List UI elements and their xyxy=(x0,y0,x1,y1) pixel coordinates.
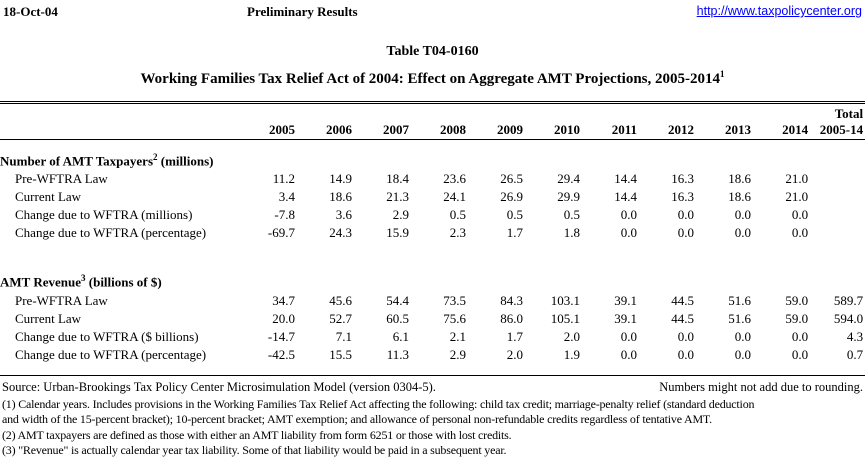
section-amt-taxpayers xyxy=(0,140,865,243)
value-cell: 11.2 xyxy=(272,171,295,187)
rounding-note: Numbers might not add due to rounding. xyxy=(659,379,863,394)
total-cell xyxy=(810,224,865,242)
value-cell: 0.0 xyxy=(620,225,637,241)
value-cell: 2.9 xyxy=(449,346,466,362)
footnote-line: (1) Calendar years. Includes provisions in the Working Families Tax Relief Act affecting the following: child tax credit; marriage-penalty relief (standard deduction xyxy=(2,396,755,411)
value-cell: 86.0 xyxy=(500,310,523,326)
value-cell: 16.3 xyxy=(671,189,694,205)
year-header: 2009 xyxy=(468,121,525,140)
value-cell: 6.1 xyxy=(392,328,409,344)
value-cell: 84.3 xyxy=(500,292,523,308)
value-cell: 103.1 xyxy=(550,292,580,308)
value-cell: 2.0 xyxy=(563,328,580,344)
year-header: 2010 xyxy=(525,121,582,140)
page-title xyxy=(0,69,865,88)
row-label: Pre-WFTRA Law xyxy=(15,292,108,308)
value-cell: 29.9 xyxy=(557,189,580,205)
value-cell: 59.0 xyxy=(785,292,809,308)
value-cell: 2.9 xyxy=(392,207,409,223)
source-text: Source: Urban-Brookings Tax Policy Center Microsimulation Model (version 0304-5). xyxy=(2,379,436,394)
value-cell: 39.1 xyxy=(614,310,637,326)
footnote-line: and width of the 15-percent bracket); 10-percent bracket; AMT exemption; and allowance of personal non-refundable credits regardless of tentative AMT. xyxy=(2,412,712,427)
value-cell: 34.7 xyxy=(272,292,295,308)
value-cell: 0.0 xyxy=(677,207,694,223)
value-cell: 44.5 xyxy=(671,292,694,308)
empty-cell xyxy=(0,242,865,261)
section-heading-row xyxy=(0,261,865,291)
value-cell: 15.9 xyxy=(386,225,409,241)
value-cell: 24.1 xyxy=(443,189,466,205)
row-label: Change due to WFTRA ($ billions) xyxy=(15,328,199,344)
total-cell xyxy=(810,170,865,188)
value-cell: 0.0 xyxy=(677,225,694,241)
value-cell: 73.5 xyxy=(443,292,466,308)
empty-cell xyxy=(0,121,240,140)
value-cell: 20.0 xyxy=(272,310,295,326)
value-cell: 14.4 xyxy=(614,189,637,205)
title-footnote-marker: 1 xyxy=(720,69,725,79)
value-cell: 0.0 xyxy=(677,346,694,362)
value-cell: 18.6 xyxy=(728,171,751,187)
value-cell: 3.4 xyxy=(278,189,295,205)
value-cell: 15.5 xyxy=(329,346,352,362)
value-cell: 44.5 xyxy=(671,310,694,326)
value-cell: 0.0 xyxy=(620,207,637,223)
table-number: Table T04-0160 xyxy=(386,44,479,59)
section-spacer xyxy=(0,242,865,261)
year-header: 2013 xyxy=(696,121,753,140)
value-cell: 26.5 xyxy=(500,171,523,187)
value-cell: 16.3 xyxy=(671,171,694,187)
value-cell: 26.9 xyxy=(500,189,523,205)
page-header xyxy=(0,0,865,28)
value-cell: 24.3 xyxy=(329,225,352,241)
footnote-marker: 3 xyxy=(81,273,86,284)
total-header-row xyxy=(0,103,865,122)
value-cell: 14.4 xyxy=(614,171,637,187)
year-header: 2014 xyxy=(753,121,810,140)
table-row xyxy=(0,292,865,310)
value-cell: 18.6 xyxy=(329,189,352,205)
section-heading xyxy=(0,261,865,291)
table-row xyxy=(0,310,865,328)
table-row xyxy=(0,206,865,224)
row-label: Current Law xyxy=(15,310,82,326)
value-cell: 0.0 xyxy=(734,346,751,362)
value-cell: 0.5 xyxy=(563,207,580,223)
year-header: 2007 xyxy=(354,121,411,140)
total-header: Total xyxy=(834,106,864,121)
value-cell: 0.5 xyxy=(449,207,466,223)
total-cell: 589.7 xyxy=(833,292,864,308)
amt-projections-table xyxy=(0,101,865,376)
value-cell: 0.0 xyxy=(791,346,809,362)
empty-cell xyxy=(0,103,240,122)
value-cell: 0.0 xyxy=(734,225,751,241)
section-heading-suffix: (millions) xyxy=(157,153,214,169)
spacer-row xyxy=(0,242,865,261)
date-label: 18-Oct-04 xyxy=(3,4,58,19)
section-heading-suffix: (billions of $) xyxy=(85,274,162,290)
value-cell: 1.9 xyxy=(563,346,580,362)
value-cell: 0.0 xyxy=(791,225,809,241)
value-cell: -14.7 xyxy=(267,328,295,344)
value-cell: 0.5 xyxy=(506,207,523,223)
value-cell: -7.8 xyxy=(274,207,295,223)
value-cell: 14.9 xyxy=(329,171,352,187)
row-label: Change due to WFTRA (percentage) xyxy=(15,225,207,241)
value-cell: 18.4 xyxy=(386,171,409,187)
footnote-line: (3) "Revenue" is actually calendar year tax liability. Some of that liability would be paid in a subsequent year. xyxy=(2,443,507,458)
value-cell: 21.0 xyxy=(785,189,809,205)
value-cell: 1.7 xyxy=(506,328,523,344)
value-cell: 51.6 xyxy=(728,292,751,308)
table-row xyxy=(0,224,865,242)
value-cell: 39.1 xyxy=(614,292,637,308)
section-heading xyxy=(0,140,865,171)
value-cell: 7.1 xyxy=(335,328,352,344)
source-line xyxy=(0,380,865,395)
value-cell: 0.0 xyxy=(677,328,694,344)
value-cell: 2.0 xyxy=(506,346,523,362)
value-cell: 45.6 xyxy=(329,292,352,308)
value-cell: 60.5 xyxy=(386,310,409,326)
footnotes xyxy=(0,397,865,459)
value-cell: -69.7 xyxy=(267,225,295,241)
row-label: Current Law xyxy=(15,189,82,205)
value-cell: 1.8 xyxy=(563,225,580,241)
total-cell xyxy=(810,206,865,224)
total-cell xyxy=(810,188,865,206)
value-cell: 2.1 xyxy=(449,328,466,344)
footnote-marker: 2 xyxy=(153,152,158,162)
value-cell: 0.0 xyxy=(734,328,751,344)
section-amt-revenue xyxy=(0,261,865,363)
spacer-row xyxy=(0,364,865,376)
value-cell: 11.3 xyxy=(386,346,409,362)
section-endspacer xyxy=(0,364,865,376)
value-cell: 1.7 xyxy=(506,225,523,241)
value-cell: 23.6 xyxy=(443,171,466,187)
empty-cell xyxy=(0,364,865,376)
footnote-line: (2) AMT taxpayers are defined as those with either an AMT liability from form 6251 or those with lost credits. xyxy=(2,427,512,442)
value-cell: 21.0 xyxy=(785,171,809,187)
table-row xyxy=(0,170,865,188)
value-cell: 105.1 xyxy=(550,310,580,326)
section-heading-text: AMT Revenue xyxy=(0,274,82,290)
table-row xyxy=(0,328,865,346)
total-range-header: 2005-14 xyxy=(810,121,865,140)
table-row xyxy=(0,346,865,364)
value-cell: 0.0 xyxy=(620,346,637,362)
value-cell: 0.0 xyxy=(791,328,809,344)
row-label: Change due to WFTRA (millions) xyxy=(15,207,193,223)
total-cell: 4.3 xyxy=(846,328,864,344)
empty-cell xyxy=(240,103,810,122)
value-cell: 59.0 xyxy=(785,310,809,326)
value-cell: 21.3 xyxy=(386,189,409,205)
value-cell: 52.7 xyxy=(329,310,352,326)
taxpolicycenter-link[interactable]: http://www.taxpolicycenter.org xyxy=(696,4,862,18)
value-cell: 0.0 xyxy=(791,207,809,223)
year-header: 2005 xyxy=(240,121,297,140)
table-row xyxy=(0,188,865,206)
total-cell: 594.0 xyxy=(833,310,864,326)
row-label: Pre-WFTRA Law xyxy=(15,171,108,187)
value-cell: -42.5 xyxy=(267,346,295,362)
value-cell: 29.4 xyxy=(557,171,580,187)
value-cell: 0.0 xyxy=(734,207,751,223)
year-header: 2011 xyxy=(582,121,639,140)
section-heading-row xyxy=(0,140,865,171)
section-heading-text: Number of AMT Taxpayers xyxy=(0,153,154,169)
row-label: Change due to WFTRA (percentage) xyxy=(15,346,207,362)
year-header: 2008 xyxy=(411,121,468,140)
page-title-text: Working Families Tax Relief Act of 2004: Effect on Aggregate AMT Projections, 2005-2014 xyxy=(140,71,720,87)
preliminary-results-label: Preliminary Results xyxy=(247,4,358,19)
value-cell: 18.6 xyxy=(728,189,751,205)
value-cell: 54.4 xyxy=(386,292,409,308)
year-header: 2012 xyxy=(639,121,696,140)
year-header: 2006 xyxy=(297,121,354,140)
value-cell: 3.6 xyxy=(335,207,352,223)
value-cell: 2.3 xyxy=(449,225,466,241)
value-cell: 51.6 xyxy=(728,310,751,326)
years-row xyxy=(0,121,865,140)
value-cell: 75.6 xyxy=(443,310,466,326)
total-cell: 0.7 xyxy=(846,346,864,362)
value-cell: 0.0 xyxy=(620,328,637,344)
